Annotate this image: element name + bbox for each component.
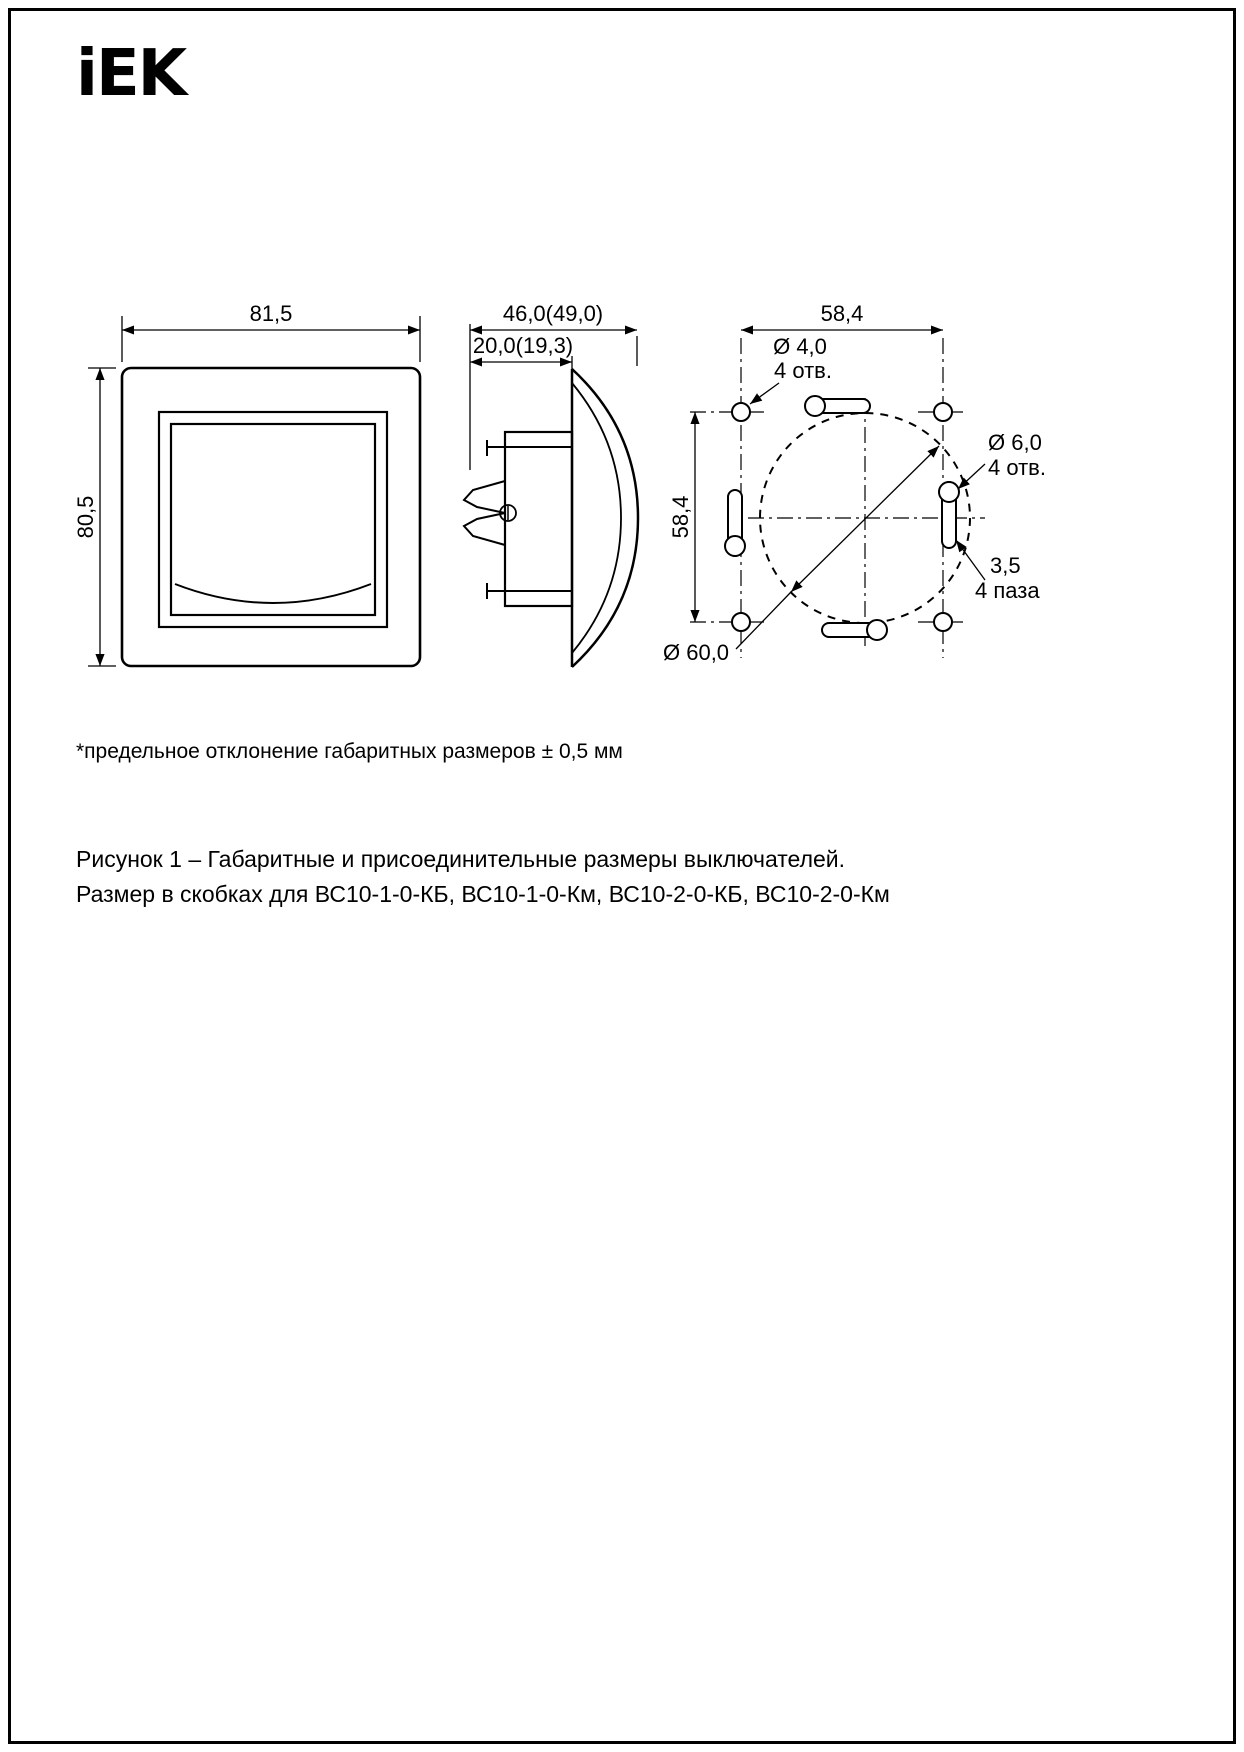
front-view — [122, 368, 420, 666]
figure-caption-line1: Рисунок 1 – Габаритные и присоединительные размеры выключателей. — [76, 846, 846, 872]
mounting-view — [690, 338, 985, 658]
label-large-hole-qty: 4 отв. — [988, 455, 1046, 480]
front-rocker — [171, 424, 375, 615]
mount-hole-top-left — [732, 403, 750, 421]
label-small-hole-dia: Ø 4,0 — [773, 334, 827, 359]
tolerance-note: *предельное отклонение габаритных размеров ± 0,5 мм — [76, 740, 623, 763]
side-claw-upper — [464, 481, 505, 513]
front-frame-opening — [159, 412, 387, 627]
side-view — [464, 369, 638, 667]
iek-logo: iEK — [76, 37, 186, 111]
dim-front-width: 81,5 — [249, 301, 293, 326]
side-claw-lower — [464, 513, 505, 545]
dim-side-depth-front: 20,0(19,3) — [472, 333, 574, 358]
dim-mount-pitch-horizontal: 58,4 — [820, 301, 864, 326]
label-small-hole-qty: 4 отв. — [774, 358, 832, 383]
side-plate-outer-face — [572, 369, 638, 667]
mount-hole-bottom-left — [732, 613, 750, 631]
dim-side-depth-total: 46,0(49,0) — [502, 301, 604, 326]
front-rocker-arc — [175, 584, 371, 603]
label-mount-circle-dia: Ø 60,0 — [663, 640, 730, 665]
figure-caption — [76, 842, 890, 912]
figure-caption-line2: Размер в скобках для ВС10-1-0-КБ, ВС10-1-0-Км, ВС10-2-0-КБ, ВС10-2-0-Км — [76, 881, 890, 907]
dim-mount-pitch-vertical: 58,4 — [668, 495, 693, 539]
label-slot-width: 3,5 — [990, 553, 1021, 578]
mount-hole-bottom-right — [934, 613, 952, 631]
mount-hole-top-right — [934, 403, 952, 421]
label-slot-qty: 4 паза — [975, 578, 1040, 603]
side-mechanism-box — [505, 432, 572, 606]
dim-front-height: 80,5 — [73, 495, 98, 539]
label-large-hole-dia: Ø 6,0 — [988, 430, 1042, 455]
